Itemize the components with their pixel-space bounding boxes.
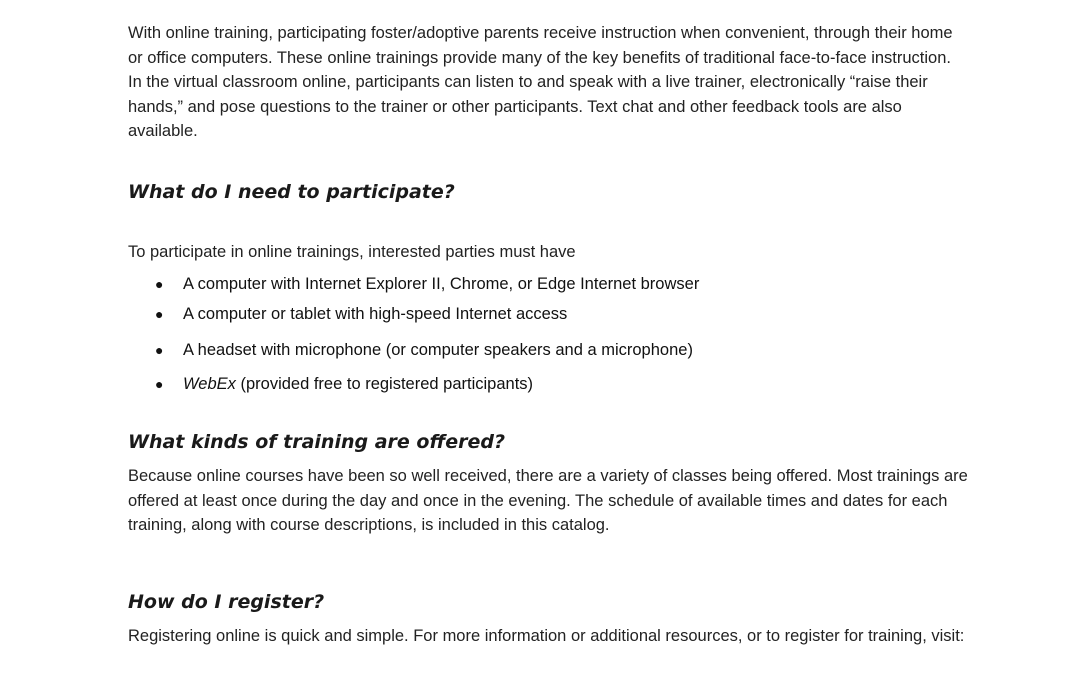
list-item: [128, 374, 1023, 394]
intro-section: [128, 21, 968, 144]
webex-name: WebEx: [183, 375, 236, 393]
list-item: [128, 304, 1023, 324]
participate-lead-block: [128, 240, 968, 265]
register-section: [128, 590, 968, 614]
list-item: [128, 340, 1023, 360]
list-item-text: (provided free to registered participants): [235, 375, 534, 393]
participate-section: [128, 180, 968, 204]
bullet-icon: ●: [155, 276, 164, 292]
training-body: [128, 464, 968, 538]
bullet-icon: ●: [155, 342, 164, 358]
list-item-text: A computer or tablet with high-speed Internet access: [183, 305, 568, 323]
register-heading: How do I register?: [128, 591, 325, 613]
training-paragraph: Because online courses have been so well received, there are a variety of classes being offered. Most trainings are offered at least once during the day and once in the evening. The schedule of available times and dates for each training, along with course descriptions, is included in this catalog.: [128, 467, 968, 534]
bullet-icon: ●: [155, 306, 164, 322]
training-section: [128, 430, 968, 454]
participate-lead: To participate in online trainings, interested parties must have: [128, 243, 576, 261]
list-item-text: A computer with Internet Explorer II, Chrome, or Edge Internet browser: [183, 275, 700, 293]
intro-paragraph: With online training, participating foster/adoptive parents receive instruction when convenient, through their home or office computers. These online trainings provide many of the key benefits of traditional face-to-face instruction. In the virtual classroom online, participants can listen to and speak with a live trainer, electronically “raise their hands,” and pose questions to the trainer or other participants. Text chat and other feedback tools are also available.: [128, 24, 953, 140]
register-body: [128, 624, 968, 649]
list-item: [128, 274, 1023, 294]
participate-heading: What do I need to participate?: [128, 181, 455, 203]
list-item-text: A headset with microphone (or computer speakers and a microphone): [183, 341, 693, 359]
training-heading: What kinds of training are offered?: [128, 431, 506, 453]
register-paragraph: Registering online is quick and simple. For more information or additional resources, or to register for training, visit:: [128, 627, 965, 645]
bullet-icon: ●: [155, 376, 164, 392]
